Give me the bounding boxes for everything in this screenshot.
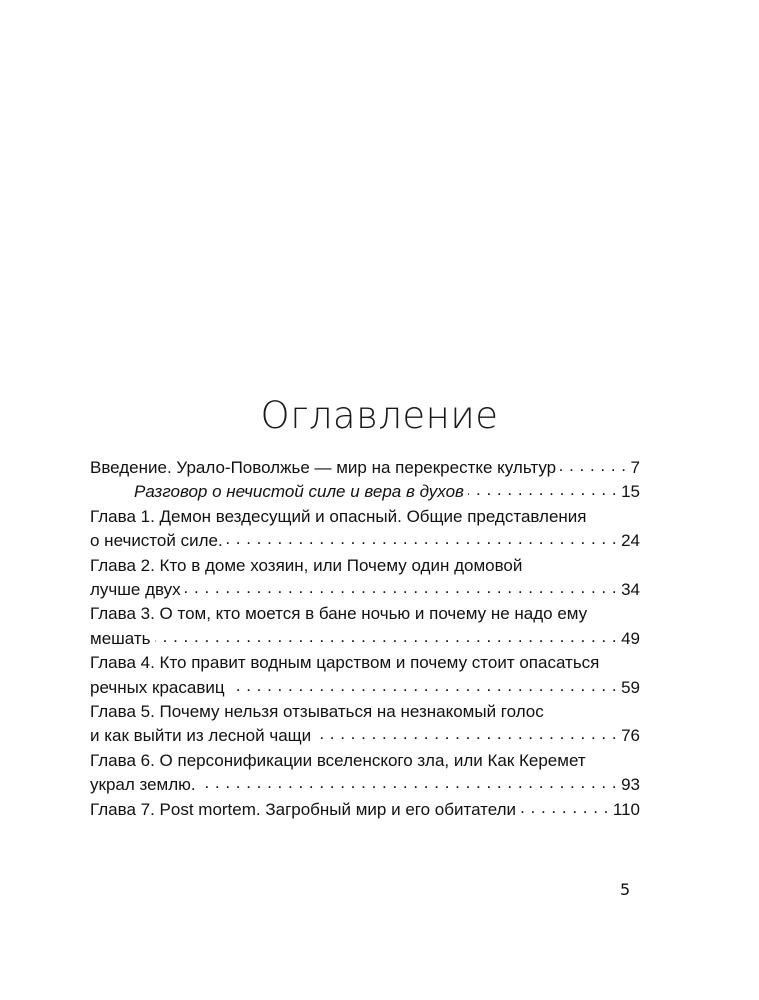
toc-entry-text: Разговор о нечистой силе и вера в духов (134, 482, 464, 502)
toc-line (90, 651, 640, 675)
table-of-contents (90, 456, 640, 822)
toc-page-number: 7 (630, 458, 640, 477)
toc-entry-text: украл землю. (90, 775, 196, 795)
toc-entry-text: лучше двух (90, 580, 181, 600)
toc-entry-ch3 (90, 602, 640, 651)
toc-entry-text: Введение. Урало-Поволжье — мир на перекрестке культур (90, 458, 557, 477)
toc-entry-text: Глава 7. Post mortem. Загробный мир и его обитатели (90, 799, 517, 819)
toc-line (90, 749, 640, 773)
dot-leader (229, 676, 617, 693)
toc-page-number: 49 (621, 628, 640, 648)
toc-entry-text: и как выйти из лесной чащи (90, 726, 312, 746)
toc-entry-conversation (90, 480, 640, 504)
toc-line (90, 456, 640, 480)
toc-page-number: 76 (621, 726, 640, 746)
toc-entry-text: Глава 1. Демон вездесущий и опасный. Общие представления (90, 506, 587, 526)
page-title: Оглавление (260, 393, 499, 437)
dot-leader (227, 529, 617, 546)
toc-entry-text: Глава 2. Кто в доме хозяин, или Почему один домовой (90, 555, 523, 575)
toc-line (90, 798, 640, 822)
toc-page-number: 110 (612, 799, 640, 819)
dot-leader (520, 798, 609, 815)
dot-leader (200, 773, 617, 790)
toc-entry-ch2 (90, 554, 640, 603)
toc-page-number: 93 (621, 775, 640, 795)
dot-leader (315, 724, 617, 741)
toc-entry-ch4 (90, 651, 640, 700)
toc-page-number: 24 (621, 531, 640, 551)
dot-leader (468, 480, 617, 497)
toc-entry-text: о нечистой силе. (90, 531, 223, 551)
page-number: 5 (620, 880, 631, 899)
dot-leader (185, 578, 617, 595)
toc-page-number: 34 (621, 580, 640, 600)
toc-line (90, 529, 640, 553)
toc-entry-text: речных красавиц (90, 677, 225, 697)
toc-entry-ch7 (90, 798, 640, 822)
toc-line (90, 554, 640, 578)
toc-line (90, 480, 640, 504)
toc-line (90, 627, 640, 651)
toc-line (90, 676, 640, 700)
toc-entry-text: Глава 3. О том, кто моется в бане ночью и почему не надо ему (90, 604, 588, 624)
toc-page-number: 15 (621, 482, 640, 502)
toc-entry-ch6 (90, 749, 640, 798)
toc-line (90, 505, 640, 529)
toc-entry-text: мешать (90, 628, 151, 648)
toc-entry-intro (90, 456, 640, 480)
dot-leader (560, 456, 626, 473)
toc-line (90, 578, 640, 602)
toc-entry-text: Глава 4. Кто правит водным царством и почему стоит опасаться (90, 653, 600, 673)
toc-page-number: 59 (621, 677, 640, 697)
toc-entry-text: Глава 5. Почему нельзя отзываться на незнакомый голос (90, 702, 544, 722)
toc-entry-ch1 (90, 505, 640, 554)
toc-entry-ch5 (90, 700, 640, 749)
toc-line (90, 724, 640, 748)
toc-entry-text: Глава 6. О персонификации вселенского зла, или Как Керемет (90, 750, 586, 770)
toc-line (90, 700, 640, 724)
toc-line (90, 773, 640, 797)
toc-line (90, 602, 640, 626)
dot-leader (155, 627, 618, 644)
